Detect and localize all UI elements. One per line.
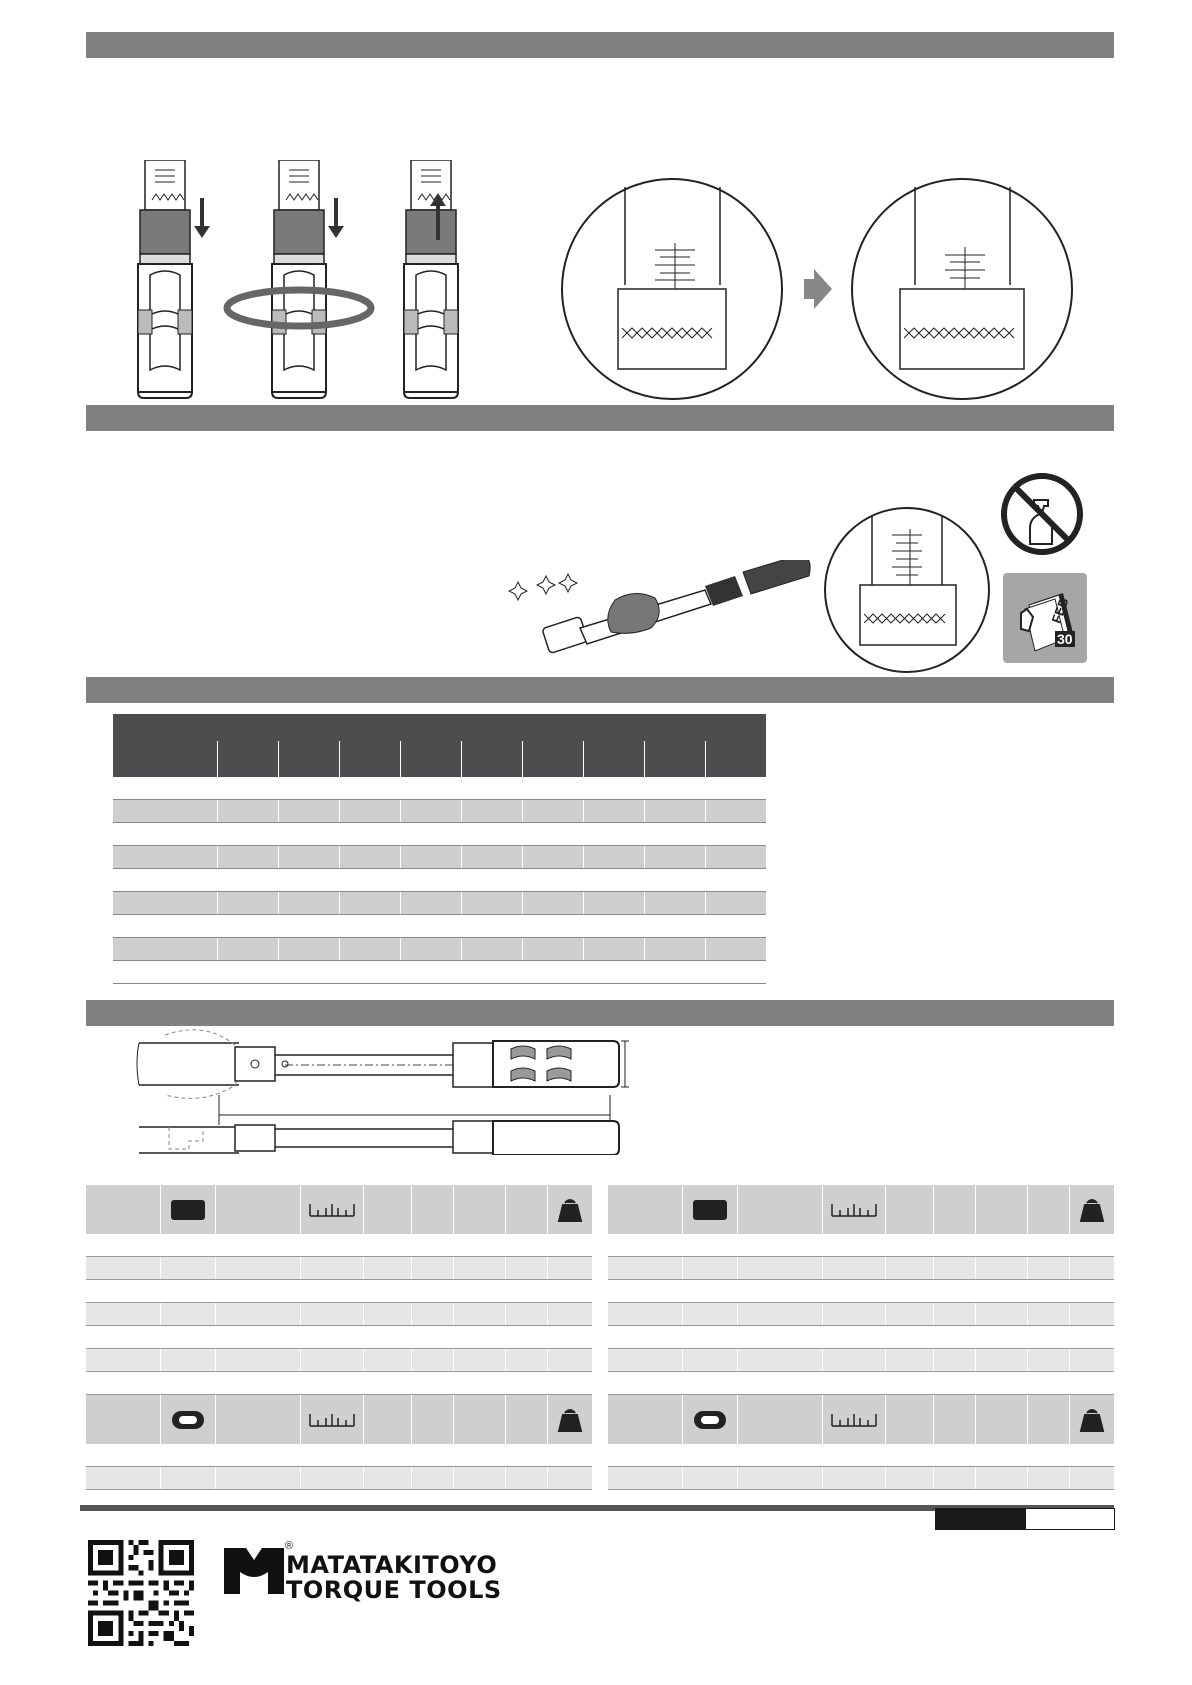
square-drive-icon: [170, 1199, 206, 1221]
table-row: [86, 1280, 592, 1303]
brand-name-line2: TORQUE TOOLS: [286, 1576, 502, 1604]
spec-header-corner: [113, 714, 218, 777]
table-row: [113, 961, 766, 984]
oval-head-icon: [170, 1409, 206, 1431]
table-header-row: [86, 1185, 592, 1234]
table-row: [608, 1444, 1114, 1467]
scale-detail-circle: [822, 505, 992, 675]
weight-icon: [555, 1197, 585, 1223]
table-row: [113, 915, 766, 938]
square-drive-icon: [692, 1199, 728, 1221]
calendar-wrench-icon: [1003, 573, 1087, 663]
table-header-row: [608, 1185, 1114, 1234]
spec-header-group: [218, 714, 767, 741]
ruler-icon: [830, 1410, 878, 1430]
table-row: [86, 1467, 592, 1490]
brand-registered: ®: [285, 1540, 294, 1552]
table-row: [608, 1349, 1114, 1372]
table-header-row: [608, 1395, 1114, 1445]
handle-lock-illustrations: [130, 160, 520, 400]
wrench-dimension-drawing: [135, 1025, 645, 1155]
table-row: [86, 1372, 592, 1395]
product-table-right: [608, 1185, 1114, 1490]
table-row: [113, 800, 766, 823]
table-row: [86, 1303, 592, 1326]
spec-col-header: [523, 741, 584, 777]
table-row: [113, 869, 766, 892]
calendar-month: FEB: [1048, 595, 1072, 626]
table-header-row: [86, 1395, 592, 1445]
brand-logo-mark: [222, 1546, 286, 1596]
table-row: [86, 1444, 592, 1467]
oval-head-icon: [692, 1409, 728, 1431]
section-bar-specs: [86, 677, 1114, 703]
table-row: [608, 1234, 1114, 1257]
table-row: [608, 1326, 1114, 1349]
spec-col-header: [584, 741, 645, 777]
table-row: [113, 777, 766, 800]
table-row: [86, 1349, 592, 1372]
spec-table: [113, 714, 766, 984]
table-row: [86, 1234, 592, 1257]
spec-col-header: [645, 741, 706, 777]
spec-col-header: [340, 741, 401, 777]
page-tab-light: [1025, 1508, 1115, 1530]
table-row: [113, 846, 766, 869]
spec-col-header: [279, 741, 340, 777]
cleaning-illustration: [505, 560, 815, 680]
table-row: [608, 1467, 1114, 1490]
table-row: [113, 892, 766, 915]
table-row: [113, 823, 766, 846]
no-spray-bottle-icon: [998, 470, 1086, 558]
table-row: [86, 1326, 592, 1349]
table-row: [608, 1280, 1114, 1303]
ruler-icon: [308, 1200, 356, 1220]
ruler-icon: [308, 1410, 356, 1430]
qr-code[interactable]: [88, 1540, 194, 1646]
calendar-day: 30: [1057, 631, 1073, 647]
spec-col-header: [706, 741, 767, 777]
spec-col-header: [218, 741, 279, 777]
table-row: [113, 938, 766, 961]
table-row: [608, 1257, 1114, 1280]
table-row: [608, 1303, 1114, 1326]
ruler-icon: [830, 1200, 878, 1220]
arrow-right-icon: [804, 269, 832, 309]
section-bar-maintenance: [86, 405, 1114, 431]
section-bar-adjust: [86, 32, 1114, 58]
table-row: [608, 1372, 1114, 1395]
table-row: [86, 1257, 592, 1280]
product-table-left: [86, 1185, 592, 1490]
weight-icon: [1077, 1197, 1107, 1223]
spec-col-header: [401, 741, 462, 777]
page-tab-dark: [935, 1508, 1025, 1530]
spec-col-header: [462, 741, 523, 777]
weight-icon: [1077, 1407, 1107, 1433]
section-bar-dimensions: [86, 1000, 1114, 1026]
scale-zoom-illustration: [560, 175, 1080, 405]
weight-icon: [555, 1407, 585, 1433]
brand-name-line1: MATATAKITOYO: [286, 1551, 498, 1579]
